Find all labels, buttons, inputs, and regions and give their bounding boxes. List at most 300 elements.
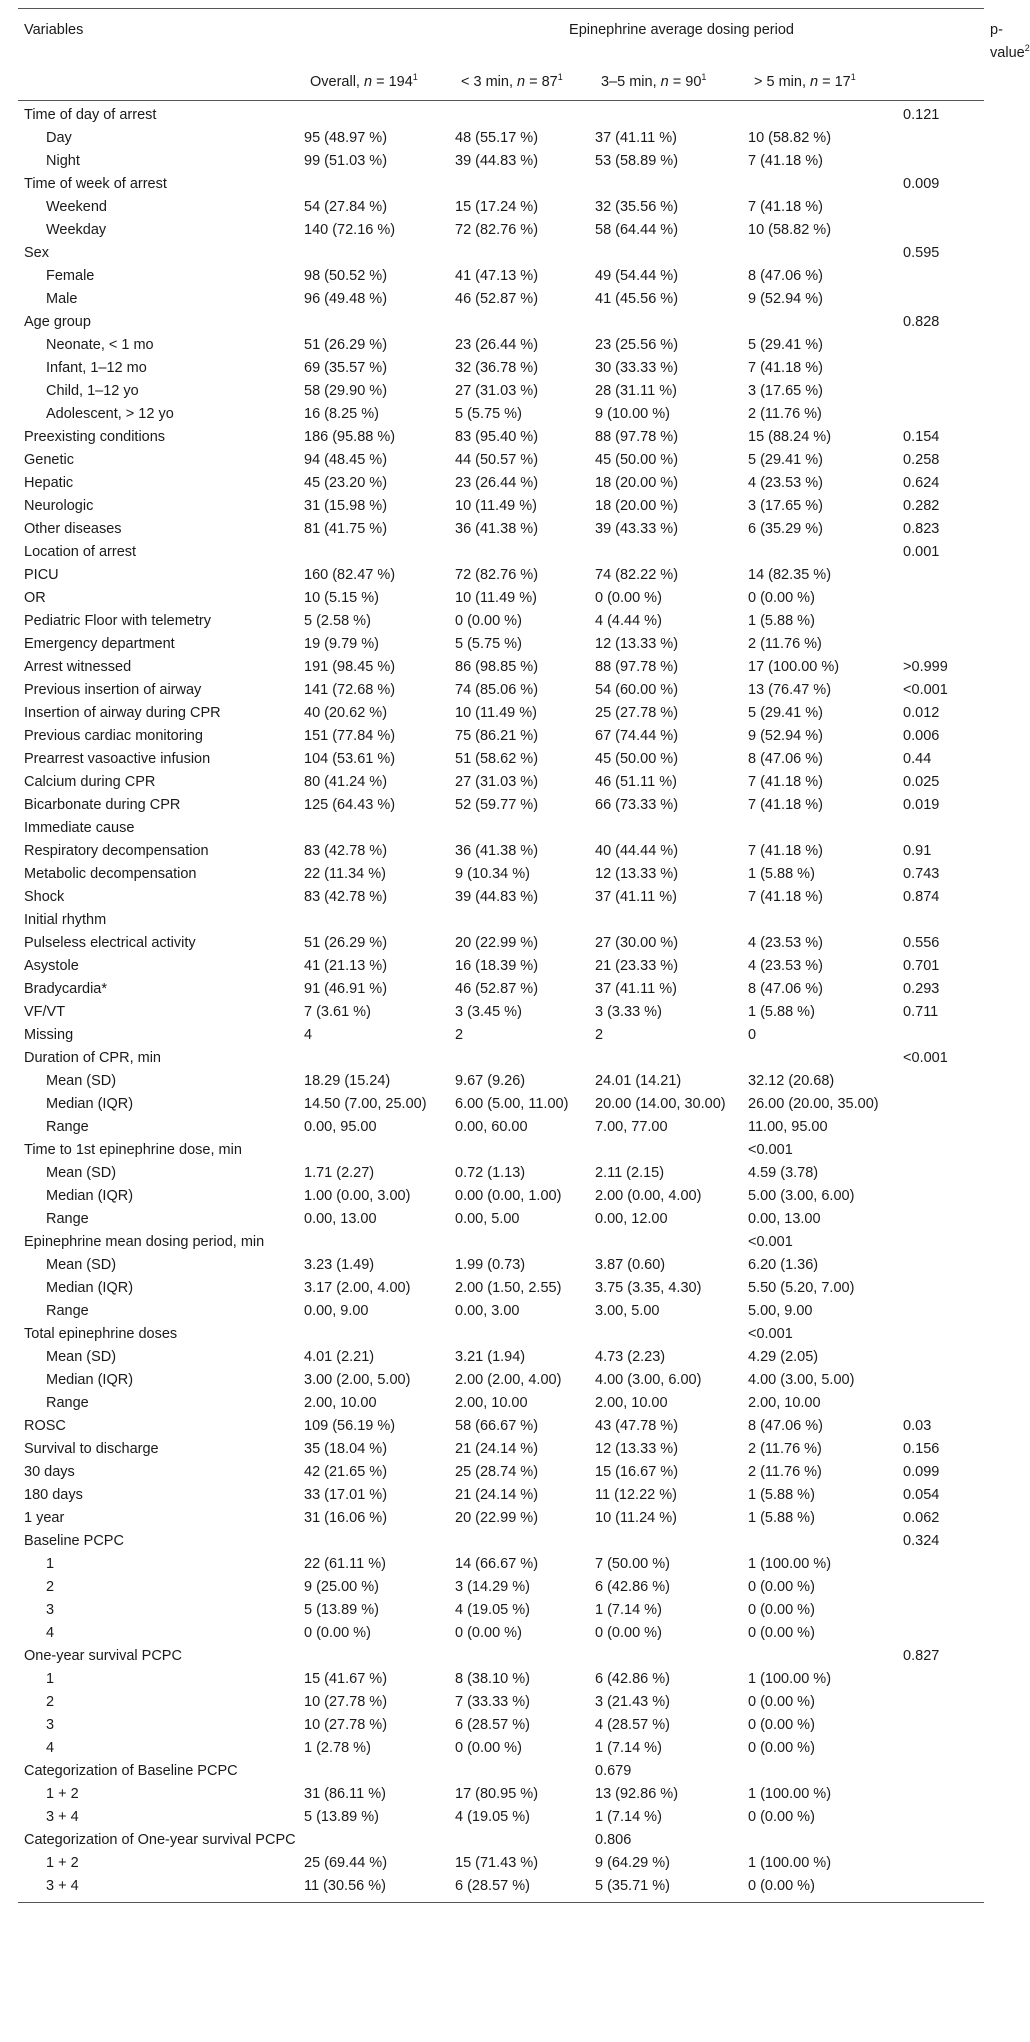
pvalue-cell	[903, 1208, 984, 1231]
gt5-cell: 17 (100.00 %)	[748, 659, 840, 675]
header-col-lt3: < 3 min, $n = 87^1$	[461, 72, 563, 90]
3to5-cell: 18 (20.00 %)	[595, 475, 679, 491]
lt3-cell: 2.00, 10.00	[455, 1395, 528, 1411]
lt3-cell: 0.00 (0.00, 1.00)	[455, 1188, 562, 1204]
table-row	[18, 288, 984, 311]
lt3-cell: 27 (31.03 %)	[455, 383, 539, 399]
3to5-cell: 20.00 (14.00, 30.00)	[595, 1096, 726, 1112]
3to5-cell: 5 (35.71 %)	[595, 1878, 670, 1894]
3to5-cell: 2.00 (0.00, 4.00)	[595, 1188, 702, 1204]
pvalue-cell: 0.154	[903, 429, 940, 445]
overall-cell: 51 (26.29 %)	[304, 337, 388, 353]
lt3-cell: 0.00, 3.00	[455, 1303, 520, 1319]
overall-cell: 5 (13.89 %)	[304, 1602, 379, 1618]
lt3-cell: 5 (5.75 %)	[455, 636, 522, 652]
overall-cell: 18.29 (15.24)	[304, 1073, 391, 1089]
pvalue-cell: 0.012	[903, 705, 940, 721]
table-row	[18, 1392, 984, 1415]
3to5-cell: 88 (97.78 %)	[595, 659, 679, 675]
gt5-cell: 1 (100.00 %)	[748, 1855, 832, 1871]
pvalue-cell	[903, 380, 984, 403]
gt5-cell: 0	[748, 1027, 757, 1043]
row-label: VF/VT	[24, 1004, 66, 1020]
gt5-cell: 8 (47.06 %)	[748, 751, 823, 767]
table-row	[18, 610, 984, 633]
table-row	[18, 265, 984, 288]
3to5-cell	[595, 1047, 748, 1070]
overall-cell: 5 (13.89 %)	[304, 1809, 379, 1825]
lt3-cell: 9.67 (9.26)	[455, 1073, 526, 1089]
row-label: Range	[46, 1211, 89, 1227]
3to5-cell: 0.00, 12.00	[595, 1211, 668, 1227]
overall-cell: 58 (29.90 %)	[304, 383, 388, 399]
pvalue-cell: <0.001	[903, 1050, 948, 1066]
lt3-cell	[455, 101, 595, 128]
overall-cell: 1.00 (0.00, 3.00)	[304, 1188, 411, 1204]
row-label: Total epinephrine doses	[24, 1326, 178, 1342]
lt3-cell: 3 (14.29 %)	[455, 1579, 530, 1595]
row-label: Pulseless electrical activity	[24, 935, 196, 951]
row-label: Initial rhythm	[24, 912, 107, 928]
table-row	[18, 932, 984, 955]
lt3-cell: 17 (80.95 %)	[455, 1786, 539, 1802]
lt3-cell: 14 (66.67 %)	[455, 1556, 539, 1572]
lt3-cell: 7 (33.33 %)	[455, 1694, 530, 1710]
row-label: 4	[46, 1740, 55, 1756]
pvalue-cell: 0.595	[903, 245, 940, 261]
gt5-cell: 7 (41.18 %)	[748, 153, 823, 169]
pvalue-cell: 0.827	[903, 1648, 940, 1664]
overall-cell: 0.00, 9.00	[304, 1303, 369, 1319]
pvalue-cell: >0.999	[903, 659, 948, 675]
lt3-cell: 36 (41.38 %)	[455, 521, 539, 537]
3to5-cell	[595, 173, 748, 196]
3to5-cell: 74 (82.22 %)	[595, 567, 679, 583]
table-row	[18, 909, 984, 932]
lt3-cell: 8 (38.10 %)	[455, 1671, 530, 1687]
lt3-cell: 72 (82.76 %)	[455, 222, 539, 238]
3to5-cell	[595, 101, 748, 128]
overall-cell: 22 (61.11 %)	[304, 1556, 386, 1572]
overall-cell	[304, 242, 455, 265]
row-label: 180 days	[24, 1487, 83, 1503]
pvalue-cell	[903, 196, 984, 219]
overall-cell	[304, 817, 455, 840]
row-label: Mean (SD)	[46, 1257, 117, 1273]
overall-cell	[304, 1231, 455, 1254]
row-label: Weekend	[46, 199, 107, 215]
lt3-cell: 20 (22.99 %)	[455, 1510, 539, 1526]
table-row	[18, 1691, 984, 1714]
gt5-cell	[748, 909, 903, 932]
row-label: Adolescent, > 12 yo	[46, 406, 174, 422]
row-label: 30 days	[24, 1464, 75, 1480]
pvalue-cell: 0.823	[903, 521, 940, 537]
pvalue-cell	[903, 1599, 984, 1622]
table-row	[18, 1116, 984, 1139]
lt3-cell: 0.00, 5.00	[455, 1211, 520, 1227]
table-row	[18, 1645, 984, 1668]
gt5-cell: <0.001	[748, 1234, 793, 1250]
gt5-cell	[748, 817, 903, 840]
row-label: Epinephrine mean dosing period, min	[24, 1234, 265, 1250]
3to5-cell: 3.75 (3.35, 4.30)	[595, 1280, 702, 1296]
table-row	[18, 1760, 984, 1783]
pvalue-cell: 0.054	[903, 1487, 940, 1503]
row-label: ROSC	[24, 1418, 66, 1434]
lt3-cell: 10 (11.49 %)	[455, 705, 537, 721]
pvalue-cell: 0.556	[903, 935, 940, 951]
header-col-3to5: 3–5 min, $n = 90^1$	[601, 72, 707, 90]
row-label: Calcium during CPR	[24, 774, 156, 790]
table-row	[18, 1714, 984, 1737]
gt5-cell: 1 (100.00 %)	[748, 1671, 832, 1687]
3to5-cell: 53 (58.89 %)	[595, 153, 679, 169]
lt3-cell: 3 (3.45 %)	[455, 1004, 522, 1020]
3to5-cell: 0 (0.00 %)	[595, 1625, 662, 1641]
gt5-cell: 1 (5.88 %)	[748, 866, 815, 882]
lt3-cell: 25 (28.74 %)	[455, 1464, 539, 1480]
row-label: Previous insertion of airway	[24, 682, 202, 698]
pvalue-cell	[903, 1254, 984, 1277]
gt5-cell: 3 (17.65 %)	[748, 383, 823, 399]
pvalue-cell	[903, 1369, 984, 1392]
gt5-cell: 8 (47.06 %)	[748, 268, 823, 284]
gt5-cell: 2 (11.76 %)	[748, 1441, 822, 1457]
gt5-cell: 11.00, 95.00	[748, 1119, 828, 1135]
overall-cell: 3.00 (2.00, 5.00)	[304, 1372, 411, 1388]
table-row	[18, 702, 984, 725]
pvalue-cell: 0.624	[903, 475, 940, 491]
lt3-cell	[455, 1323, 595, 1346]
table-row	[18, 1093, 984, 1116]
lt3-cell	[455, 1231, 595, 1254]
row-label: 1 year	[24, 1510, 65, 1526]
3to5-cell: 25 (27.78 %)	[595, 705, 679, 721]
3to5-cell: 37 (41.11 %)	[595, 981, 677, 997]
3to5-cell	[595, 1323, 748, 1346]
3to5-cell: 7 (50.00 %)	[595, 1556, 670, 1572]
overall-cell	[304, 1645, 455, 1668]
overall-cell: 31 (15.98 %)	[304, 498, 388, 514]
pvalue-cell: 0.009	[903, 176, 940, 192]
pvalue-cell: 0.156	[903, 1441, 940, 1457]
overall-cell: 1 (2.78 %)	[304, 1740, 371, 1756]
lt3-cell: 16 (18.39 %)	[455, 958, 539, 974]
lt3-cell	[455, 311, 595, 334]
gt5-cell: 4 (23.53 %)	[748, 935, 823, 951]
table-row	[18, 748, 984, 771]
overall-cell: 4.01 (2.21)	[304, 1349, 375, 1365]
3to5-cell: 7.00, 77.00	[595, 1119, 668, 1135]
gt5-cell: 2.00, 10.00	[748, 1395, 821, 1411]
table-row	[18, 1323, 984, 1346]
gt5-cell: 0.00, 13.00	[748, 1211, 821, 1227]
3to5-cell: 3 (21.43 %)	[595, 1694, 670, 1710]
3to5-cell: 4.73 (2.23)	[595, 1349, 666, 1365]
overall-cell: 3.17 (2.00, 4.00)	[304, 1280, 411, 1296]
table-body	[18, 101, 984, 1903]
gt5-cell: 0 (0.00 %)	[748, 1694, 815, 1710]
row-label: Mean (SD)	[46, 1165, 117, 1181]
3to5-cell: 1 (7.14 %)	[595, 1602, 662, 1618]
lt3-cell: 15 (17.24 %)	[455, 199, 539, 215]
3to5-cell	[595, 541, 748, 564]
lt3-cell: 44 (50.57 %)	[455, 452, 539, 468]
lt3-cell: 0 (0.00 %)	[455, 1740, 522, 1756]
pvalue-cell	[903, 1576, 984, 1599]
pvalue-cell: 0.001	[903, 544, 940, 560]
table-row	[18, 1668, 984, 1691]
pvalue-cell	[903, 403, 984, 426]
gt5-cell	[748, 1530, 903, 1553]
3to5-cell: 3 (3.33 %)	[595, 1004, 662, 1020]
gt5-cell: 5 (29.41 %)	[748, 452, 823, 468]
pvalue-cell	[903, 817, 984, 840]
lt3-cell: 2	[455, 1027, 464, 1043]
overall-cell: 160 (82.47 %)	[304, 567, 396, 583]
lt3-cell: 2.00 (2.00, 4.00)	[455, 1372, 562, 1388]
lt3-cell	[455, 242, 595, 265]
overall-cell: 7 (3.61 %)	[304, 1004, 371, 1020]
table-row	[18, 817, 984, 840]
overall-cell: 3.23 (1.49)	[304, 1257, 375, 1273]
overall-cell: 1.71 (2.27)	[304, 1165, 375, 1181]
3to5-cell: 12 (13.33 %)	[595, 636, 679, 652]
row-label: 1 + 2	[46, 1855, 79, 1871]
3to5-cell: 67 (74.44 %)	[595, 728, 679, 744]
table-row	[18, 1369, 984, 1392]
gt5-cell: 1 (5.88 %)	[748, 1487, 815, 1503]
lt3-cell: 20 (22.99 %)	[455, 935, 539, 951]
table-row	[18, 633, 984, 656]
lt3-cell: 9 (10.34 %)	[455, 866, 530, 882]
overall-cell: 109 (56.19 %)	[304, 1418, 396, 1434]
gt5-cell: 5.00, 9.00	[748, 1303, 813, 1319]
lt3-cell: 10 (11.49 %)	[455, 590, 537, 606]
row-label: Pediatric Floor with telemetry	[24, 613, 211, 629]
gt5-cell	[748, 242, 903, 265]
pvalue-cell: 0.282	[903, 498, 940, 514]
lt3-cell	[455, 909, 595, 932]
overall-cell: 0 (0.00 %)	[304, 1625, 371, 1641]
table-row	[18, 1415, 984, 1438]
overall-cell	[304, 1829, 455, 1852]
3to5-cell: 28 (31.11 %)	[595, 383, 677, 399]
table-row	[18, 1300, 984, 1323]
3to5-cell: 40 (44.44 %)	[595, 843, 679, 859]
row-label: Median (IQR)	[46, 1096, 134, 1112]
lt3-cell: 58 (66.67 %)	[455, 1418, 539, 1434]
3to5-cell: 21 (23.33 %)	[595, 958, 679, 974]
row-label: Arrest witnessed	[24, 659, 132, 675]
pvalue-cell	[903, 1162, 984, 1185]
table-row	[18, 1047, 984, 1070]
gt5-cell: 15 (88.24 %)	[748, 429, 832, 445]
overall-cell: 5 (2.58 %)	[304, 613, 371, 629]
lt3-cell	[455, 1139, 595, 1162]
3to5-cell	[595, 909, 748, 932]
gt5-cell: 6 (35.29 %)	[748, 521, 823, 537]
3to5-cell	[595, 242, 748, 265]
table-row	[18, 978, 984, 1001]
lt3-cell: 0 (0.00 %)	[455, 613, 522, 629]
3to5-cell: 15 (16.67 %)	[595, 1464, 679, 1480]
row-label: Baseline PCPC	[24, 1533, 124, 1549]
row-label: Missing	[24, 1027, 74, 1043]
pvalue-cell	[903, 633, 984, 656]
3to5-cell: 4.00 (3.00, 6.00)	[595, 1372, 702, 1388]
pvalue-cell	[903, 127, 984, 150]
overall-cell: 91 (46.91 %)	[304, 981, 388, 997]
row-label: Categorization of One-year survival PCPC	[24, 1832, 296, 1848]
overall-cell: 35 (18.04 %)	[304, 1441, 388, 1457]
table-row	[18, 1461, 984, 1484]
overall-cell: 83 (42.78 %)	[304, 843, 388, 859]
lt3-cell: 39 (44.83 %)	[455, 153, 539, 169]
lt3-cell	[455, 1829, 595, 1852]
row-label: Preexisting conditions	[24, 429, 166, 445]
table-row	[18, 725, 984, 748]
lt3-cell: 6 (28.57 %)	[455, 1717, 530, 1733]
overall-cell: 19 (9.79 %)	[304, 636, 379, 652]
gt5-cell: 4.29 (2.05)	[748, 1349, 819, 1365]
row-label: 1	[46, 1671, 55, 1687]
pvalue-cell	[903, 1346, 984, 1369]
pvalue-cell: 0.099	[903, 1464, 940, 1480]
lt3-cell: 83 (95.40 %)	[455, 429, 539, 445]
table-row	[18, 518, 984, 541]
gt5-cell	[748, 541, 903, 564]
table-row	[18, 1254, 984, 1277]
overall-cell: 140 (72.16 %)	[304, 222, 396, 238]
table-row	[18, 1484, 984, 1507]
overall-cell: 40 (20.62 %)	[304, 705, 388, 721]
overall-cell: 31 (16.06 %)	[304, 1510, 388, 1526]
table-row	[18, 472, 984, 495]
3to5-cell: 30 (33.33 %)	[595, 360, 679, 376]
table-row	[18, 1829, 984, 1852]
overall-cell: 33 (17.01 %)	[304, 1487, 388, 1503]
row-label: Range	[46, 1119, 89, 1135]
table-row	[18, 1599, 984, 1622]
gt5-cell: 0 (0.00 %)	[748, 1717, 815, 1733]
gt5-cell: 1 (100.00 %)	[748, 1556, 832, 1572]
gt5-cell: 14 (82.35 %)	[748, 567, 832, 583]
table-row	[18, 679, 984, 702]
gt5-cell: 7 (41.18 %)	[748, 774, 823, 790]
3to5-cell: 49 (54.44 %)	[595, 268, 679, 284]
pvalue-cell	[903, 1714, 984, 1737]
row-label: Prearrest vasoactive infusion	[24, 751, 211, 767]
row-label: Other diseases	[24, 521, 122, 537]
overall-cell: 11 (30.56 %)	[304, 1878, 386, 1894]
overall-cell: 83 (42.78 %)	[304, 889, 388, 905]
row-label: Age group	[24, 314, 91, 330]
row-label: 1	[46, 1556, 55, 1572]
pvalue-cell	[903, 1185, 984, 1208]
3to5-cell: 18 (20.00 %)	[595, 498, 679, 514]
table-row	[18, 1852, 984, 1875]
gt5-cell	[748, 101, 903, 128]
table-row	[18, 495, 984, 518]
row-label: Child, 1–12 yo	[46, 383, 139, 399]
row-label: Insertion of airway during CPR	[24, 705, 221, 721]
overall-cell	[304, 1139, 455, 1162]
3to5-cell	[595, 1139, 748, 1162]
3to5-cell: 6 (42.86 %)	[595, 1579, 670, 1595]
3to5-cell: 41 (45.56 %)	[595, 291, 679, 307]
overall-cell: 2.00, 10.00	[304, 1395, 377, 1411]
3to5-cell: 0.806	[595, 1832, 632, 1848]
3to5-cell: 39 (43.33 %)	[595, 521, 679, 537]
row-label: 4	[46, 1625, 55, 1641]
row-label: 2	[46, 1579, 55, 1595]
3to5-cell: 2.11 (2.15)	[595, 1165, 665, 1181]
overall-cell: 141 (72.68 %)	[304, 682, 396, 698]
overall-cell: 41 (21.13 %)	[304, 958, 388, 974]
row-label: Emergency department	[24, 636, 175, 652]
row-label: Range	[46, 1303, 89, 1319]
3to5-cell: 4 (28.57 %)	[595, 1717, 670, 1733]
table-row	[18, 1875, 984, 1903]
row-label: Infant, 1–12 mo	[46, 360, 147, 376]
3to5-cell: 4 (4.44 %)	[595, 613, 662, 629]
lt3-cell: 23 (26.44 %)	[455, 475, 539, 491]
gt5-cell: 1 (5.88 %)	[748, 613, 815, 629]
pvalue-cell	[903, 1093, 984, 1116]
3to5-cell: 54 (60.00 %)	[595, 682, 679, 698]
pvalue-cell: 0.062	[903, 1510, 940, 1526]
lt3-cell: 6 (28.57 %)	[455, 1878, 530, 1894]
row-label: Median (IQR)	[46, 1280, 134, 1296]
row-label: 1 + 2	[46, 1786, 79, 1802]
gt5-cell: 9 (52.94 %)	[748, 728, 823, 744]
table-row	[18, 1139, 984, 1162]
overall-cell: 0.00, 95.00	[304, 1119, 377, 1135]
row-label: 3 + 4	[46, 1809, 79, 1825]
pvalue-cell: 0.293	[903, 981, 940, 997]
lt3-cell: 52 (59.77 %)	[455, 797, 539, 813]
row-label: Mean (SD)	[46, 1349, 117, 1365]
overall-cell: 104 (53.61 %)	[304, 751, 396, 767]
row-label: 3	[46, 1602, 55, 1618]
lt3-cell: 4 (19.05 %)	[455, 1809, 530, 1825]
row-label: Neonate, < 1 mo	[46, 337, 154, 353]
table-row	[18, 1162, 984, 1185]
gt5-cell: 3 (17.65 %)	[748, 498, 823, 514]
gt5-cell	[748, 173, 903, 196]
overall-cell: 95 (48.97 %)	[304, 130, 388, 146]
lt3-cell: 10 (11.49 %)	[455, 498, 537, 514]
3to5-cell: 0.679	[595, 1763, 632, 1779]
lt3-cell: 46 (52.87 %)	[455, 981, 539, 997]
pvalue-cell	[903, 1323, 984, 1346]
row-label: Location of arrest	[24, 544, 137, 560]
lt3-cell: 74 (85.06 %)	[455, 682, 539, 698]
row-label: Female	[46, 268, 95, 284]
header-col-overall: Overall, $n = 194^1$	[310, 72, 418, 90]
table-row	[18, 449, 984, 472]
pvalue-cell	[903, 1277, 984, 1300]
table-row	[18, 1277, 984, 1300]
overall-cell: 42 (21.65 %)	[304, 1464, 388, 1480]
lt3-cell	[455, 541, 595, 564]
gt5-cell: 2 (11.76 %)	[748, 1464, 822, 1480]
pvalue-cell: 0.91	[903, 843, 932, 859]
table-row	[18, 357, 984, 380]
lt3-cell: 21 (24.14 %)	[455, 1487, 539, 1503]
